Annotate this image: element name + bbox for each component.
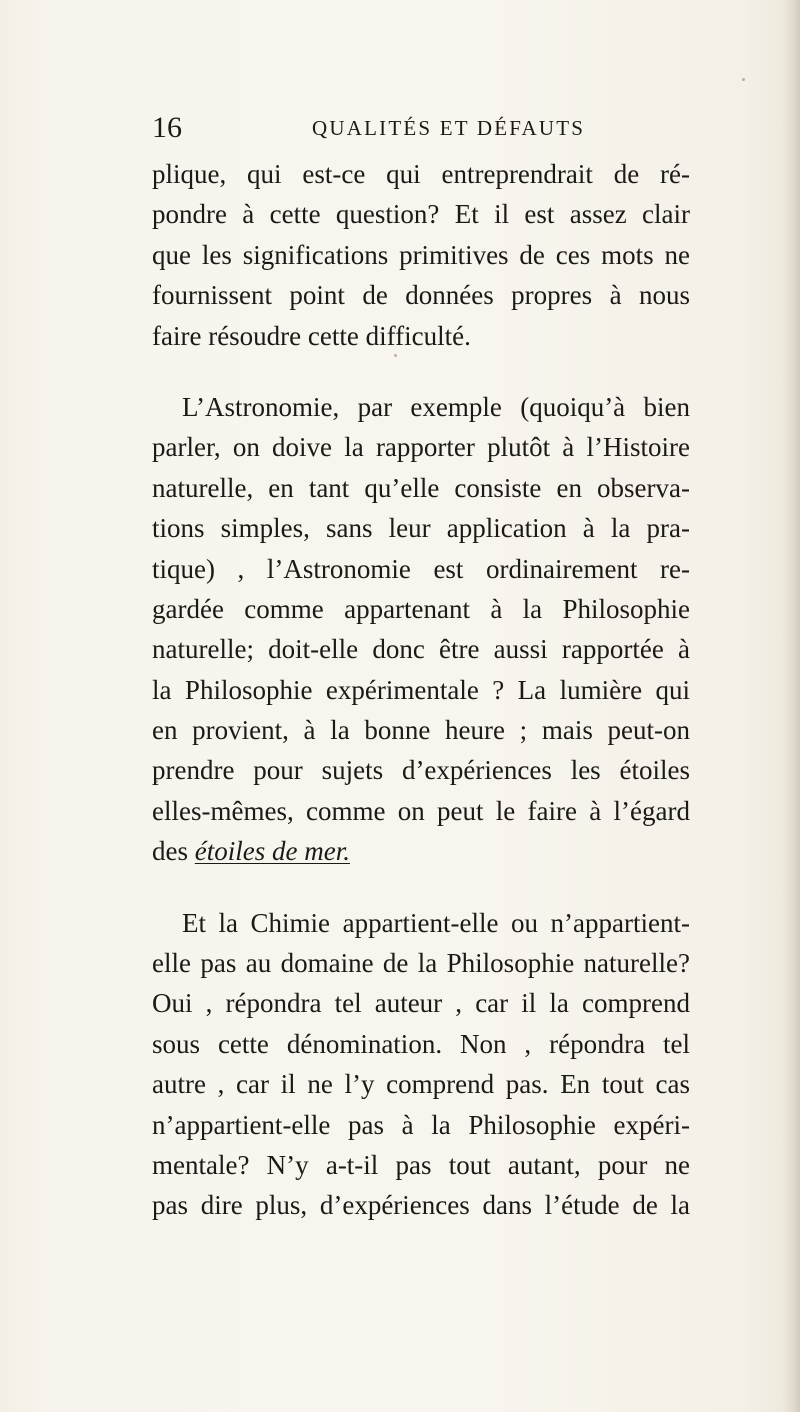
text-line: Oui , répondra tel auteur , car il la comprend	[152, 988, 690, 1019]
line-prefix: des	[152, 836, 195, 867]
text-line: prendre pour sujets d’expériences les étoiles	[152, 755, 690, 786]
text-line: pondre à cette question? Et il est assez clair	[152, 199, 690, 230]
page-header	[152, 110, 690, 146]
text-line: naturelle; doit-elle donc être aussi rapportée à	[152, 634, 690, 665]
running-title: QUALITÉS ET DÉFAUTS	[312, 116, 586, 140]
text-line: tique) , l’Astronomie est ordinairement re-	[152, 553, 690, 584]
text-line: autre , car il ne l’y comprend pas. En tout cas	[152, 1069, 690, 1100]
text-line: parler, on doive la rapporter plutôt à l’Histoire	[152, 432, 690, 463]
text-line: tions simples, sans leur application à la pra-	[152, 513, 690, 544]
text-line: mentale? N’y a-t-il pas tout autant, pour ne	[152, 1149, 690, 1180]
text-line	[152, 831, 690, 871]
text-line: plique, qui est-ce qui entreprendrait de ré-	[152, 159, 690, 189]
paper-speck	[742, 78, 745, 81]
text-line: que les significations primitives de ces mots ne	[152, 239, 690, 270]
text-line: en provient, à la bonne heure ; mais peut-on	[152, 715, 690, 746]
italic-phrase: étoiles de mer.	[194, 836, 350, 867]
paragraph-gap	[152, 872, 690, 903]
page-number: 16	[152, 111, 182, 144]
text-line: n’appartient-elle pas à la Philosophie expéri-	[152, 1109, 690, 1140]
text-line: la Philosophie expérimentale ? La lumière qui	[152, 674, 690, 705]
page-edge-shadow	[782, 0, 800, 1412]
text-line: Et la Chimie appartient-elle ou n’appartient-	[182, 907, 690, 938]
text-line: faire résoudre cette difficulté.	[152, 320, 471, 351]
text-line: elles-mêmes, comme on peut le faire à l’égard	[152, 795, 690, 826]
body-text	[152, 154, 690, 1226]
text-line: naturelle, en tant qu’elle consiste en observa-	[152, 472, 690, 503]
text-line: fournissent point de données propres à nous	[152, 280, 690, 311]
text-line: pas dire plus, d’expériences dans l’étude de la	[152, 1190, 690, 1221]
paragraph-gap	[152, 356, 690, 387]
text-line: sous cette dénomination. Non , répondra tel	[152, 1028, 690, 1059]
text-line: L’Astronomie, par exemple (quoiqu’à bien	[182, 391, 690, 422]
text-line: elle pas au domaine de la Philosophie naturelle?	[152, 948, 690, 979]
text-line: gardée comme appartenant à la Philosophie	[152, 593, 690, 624]
